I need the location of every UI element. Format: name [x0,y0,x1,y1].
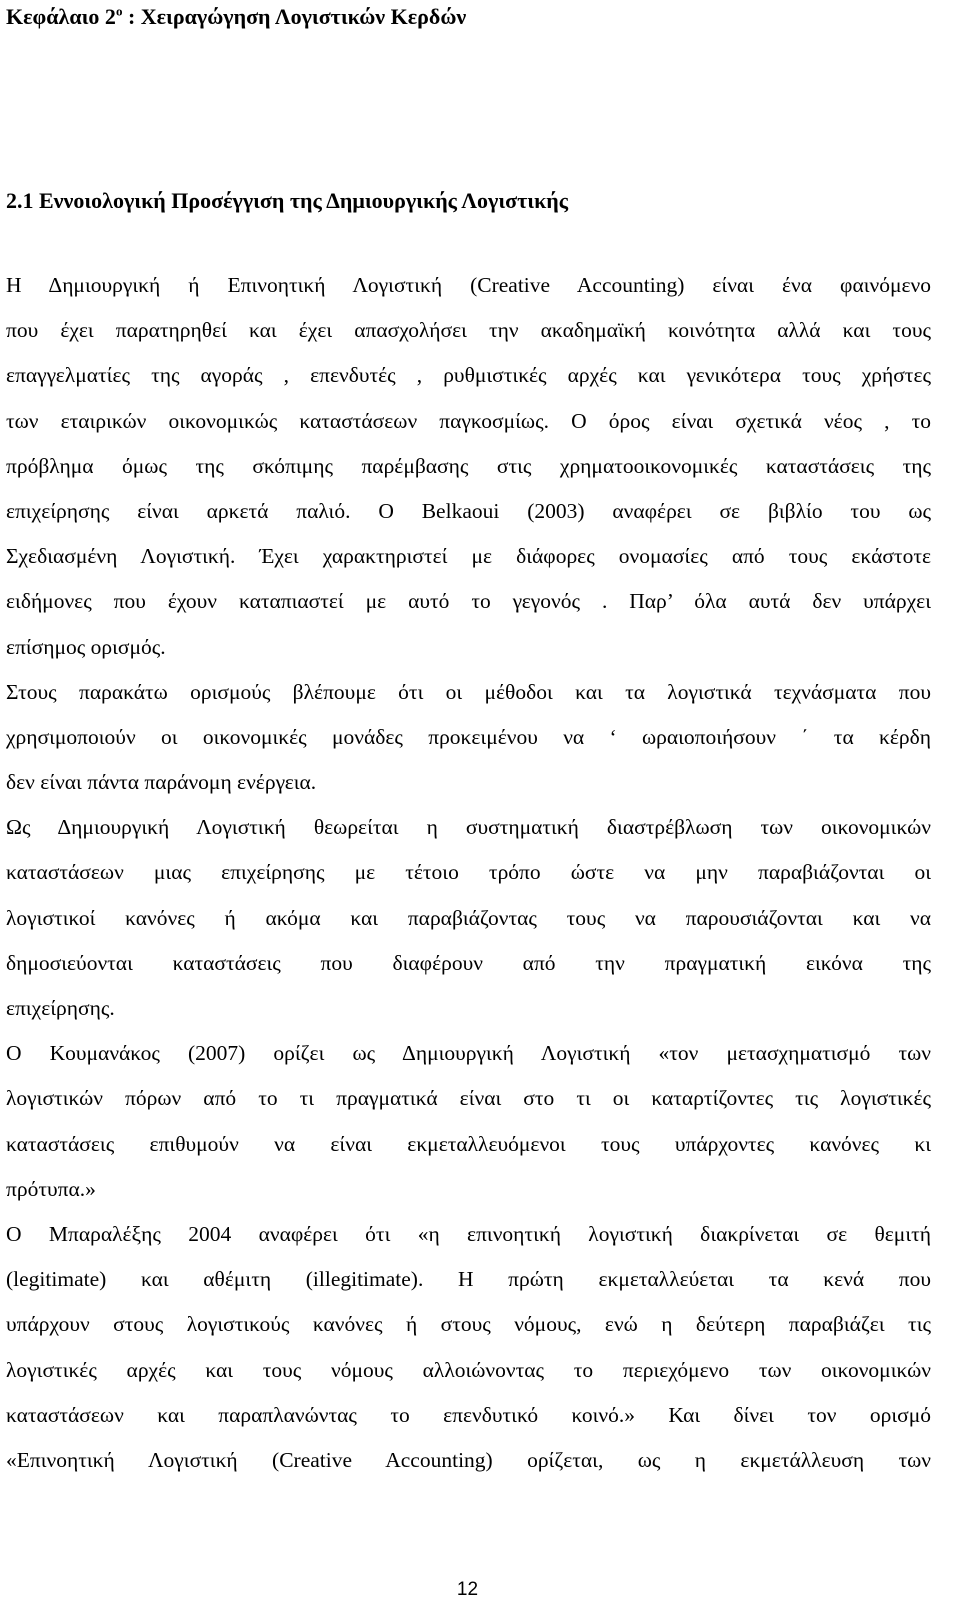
text-line: «Επινοητική Λογιστική (Creative Accounting) ορίζεται, ως η εκμετάλλευση των [6,1447,931,1472]
chapter-title [6,2,466,32]
text-line: που έχει παρατηρηθεί και έχει απασχολήσει την ακαδημαϊκή κοινότητα αλλά και τους [6,318,931,343]
text-line: πρότυπα.» [6,1176,96,1201]
text-line: πρόβλημα όμως της σκόπιμης παρέμβασης στις χρηματοοικονομικές καταστάσεις της [6,453,931,478]
text-line: Ως Δημιουργική Λογιστική θεωρείται η συστηματική διαστρέβλωση των οικονομικών [6,815,931,840]
chapter-title-ordinal: ο [115,3,123,19]
text-line: επιχείρησης. [6,996,115,1020]
text-line: ειδήμονες που έχουν καταπιαστεί με αυτό το γεγονός . Παρ’ όλα αυτά δεν υπάρχει [6,589,931,614]
chapter-title-suffix: : Χειραγώγηση Λογιστικών Κερδών [122,4,467,29]
text-line: υπάρχουν στους λογιστικούς κανόνες ή στους νόμους, ενώ η δεύτερη παραβιάζει τις [6,1312,931,1337]
text-line: Ο Μπαραλέξης 2004 αναφέρει ότι «η επινοητική λογιστική διακρίνεται σε θεμιτή [6,1221,931,1246]
text-line: των εταιρικών οικονομικώς καταστάσεων παγκοσμίως. Ο όρος είναι σχετικά νέος , το [6,408,931,433]
text-line: Στους παρακάτω ορισμούς βλέπουμε ότι οι μέθοδοι και τα λογιστικά τεχνάσματα που [6,679,931,704]
text-line: λογιστικών πόρων από το τι πραγματικά είναι στο τι οι καταρτίζοντες τις λογιστικές [6,1086,931,1111]
text-line: καταστάσεων μιας επιχείρησης με τέτοιο τρόπο ώστε να μην παραβιάζονται οι [6,860,931,885]
body-text [6,270,931,1490]
page-number: 12 [456,1579,479,1600]
text-line: επιχείρησης είναι αρκετά παλιό. Ο Belkaoui (2003) αναφέρει σε βιβλίο του ως [6,498,931,523]
text-line: Ο Κουμανάκος (2007) ορίζει ως Δημιουργική Λογιστική «τον μετασχηματισμό των [6,1041,931,1066]
text-line: επίσημος ορισμός. [6,634,166,659]
text-line: λογιστικοί κανόνες ή ακόμα και παραβιάζοντας τους να παρουσιάζονται και να [6,905,931,930]
text-line: (legitimate) και αθέμιτη (illegitimate). Η πρώτη εκμεταλλεύεται τα κενά που [6,1267,931,1292]
text-line: δεν είναι πάντα παράνομη ενέργεια. [6,770,317,795]
section-heading: 2.1 Εννοιολογική Προσέγγιση της Δημιουργικής Λογιστικής [6,188,569,213]
text-line: καταστάσεων και παραπλανώντας το επενδυτικό κοινό.» Και δίνει τον ορισμό [6,1402,931,1427]
text-line: λογιστικές αρχές και τους νόμους αλλοιώνοντας το περιεχόμενο των οικονομικών [6,1357,931,1382]
text-line: δημοσιεύονται καταστάσεις που διαφέρουν από την πραγματική εικόνα της [6,950,931,975]
chapter-title-prefix: Κεφάλαιο 2 [6,4,116,29]
text-line: Σχεδιασμένη Λογιστική. Έχει χαρακτηριστεί με διάφορες ονομασίες από τους εκάστοτε [6,544,931,569]
text-line: καταστάσεις επιθυμούν να είναι εκμεταλλευόμενοι τους υπάρχοντες κανόνες κι [6,1131,931,1156]
text-line: επαγγελματίες της αγοράς , επενδυτές , ρυθμιστικές αρχές και γενικότερα τους χρήστες [6,363,931,388]
text-line: Η Δημιουργική ή Επινοητική Λογιστική (Creative Accounting) είναι ένα φαινόμενο [6,273,931,297]
text-line: χρησιμοποιούν οι οικονομικές μονάδες προκειμένου να ‘ ωραιοποιήσουν ΄ τα κέρδη [6,724,931,749]
